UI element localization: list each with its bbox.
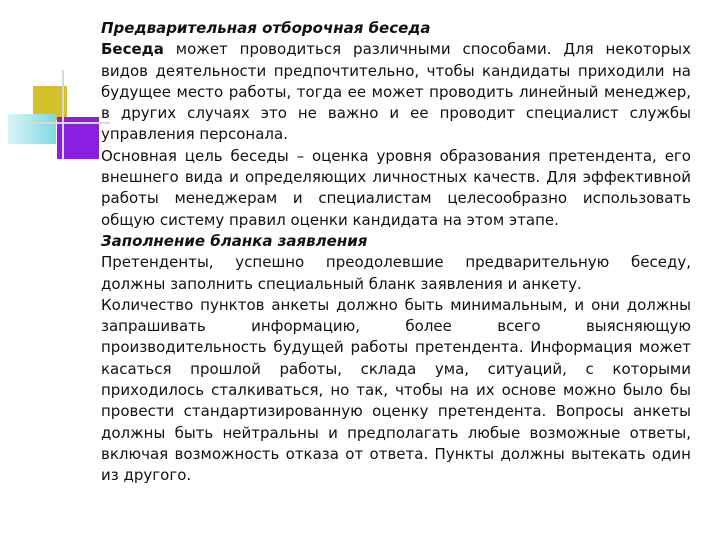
paragraph-interview-goal: Основная цель беседы – оценка уровня образования претендента, его внешнего вида и определяющих личностных качеств. Для эффективной работы менеджерам и специалистам целесообразно использовать общую систему правил оценки кандидата на этом этапе. bbox=[101, 146, 691, 229]
decor-vertical-line bbox=[62, 70, 64, 160]
section-heading-application: Заполнение бланка заявления bbox=[101, 231, 368, 250]
paragraph-text: может проводиться различными способами. Для некоторых видов деятельности предпочтительно, чтобы кандидаты приходили на будущее место работы, тогда ее может проводить линейный менеджер, в других случаях это не важно и ее проводит специалист службы управления персонала. bbox=[101, 40, 691, 144]
paragraph-questionnaire: Количество пунктов анкеты должно быть минимальным, и они должны запрашивать информацию, более всего выясняющую производительность будущей работы претендента. Информация может касаться прошлой работы, склада ума, ситуаций, с которыми приходилось сталкиваться, но так, чтобы на их основе можно было бы провести стандартизированную оценку претендента. Вопросы анкеты должны быть нейтральны и предполагать любые возможные ответы, включая возможность отказа от ответа. Пункты должны вытекать один из другого. bbox=[101, 295, 691, 485]
decor-horizontal-line bbox=[30, 122, 110, 124]
section-heading-interview: Предварительная отборочная беседа bbox=[101, 19, 431, 37]
lead-word: Беседа bbox=[101, 40, 164, 59]
slide-content bbox=[101, 18, 691, 487]
paragraph-application-form: Претенденты, успешно преодолевшие предварительную беседу, должны заполнить специальный бланк заявления и анкету. bbox=[101, 253, 691, 293]
paragraph-interview-methods bbox=[101, 39, 691, 145]
decor-cyan-rectangle bbox=[8, 114, 56, 144]
